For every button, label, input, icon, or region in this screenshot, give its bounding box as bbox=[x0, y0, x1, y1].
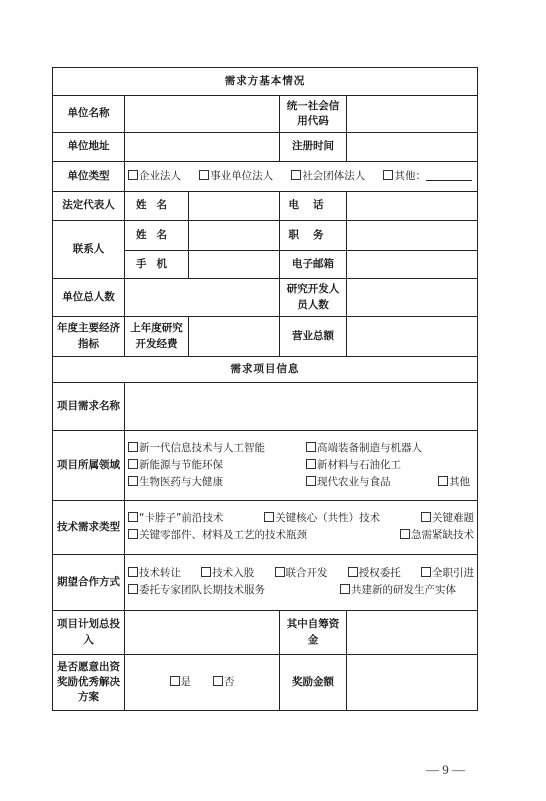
position-field[interactable] bbox=[347, 221, 478, 251]
unit-address-field[interactable] bbox=[125, 133, 280, 162]
tech-type-label: 技术需求类型 bbox=[53, 501, 125, 555]
checkbox-icon bbox=[348, 567, 358, 577]
tech-option[interactable]: 关键零部件、材料及工艺的技术瓶颈 bbox=[128, 528, 307, 543]
unit-type-label: 单位类型 bbox=[53, 162, 125, 192]
unit-name-label: 单位名称 bbox=[53, 96, 125, 133]
checkbox-icon bbox=[383, 170, 393, 180]
checkbox-icon bbox=[306, 442, 316, 452]
coop-option[interactable]: 联合开发 bbox=[275, 566, 328, 581]
coop-option[interactable]: 共建新的研发生产实体 bbox=[340, 583, 456, 598]
section-title-basic: 需求方基本情况 bbox=[53, 68, 478, 96]
self-funded-label: 其中自筹资金 bbox=[280, 611, 347, 655]
revenue-label: 营业总额 bbox=[280, 317, 347, 357]
coop-option[interactable]: 授权委托 bbox=[348, 566, 401, 581]
legal-rep-name-label: 姓名 bbox=[125, 192, 189, 221]
contact-name-field[interactable] bbox=[189, 221, 280, 251]
rd-staff-label: 研究开发人员人数 bbox=[280, 279, 347, 317]
legal-rep-label: 法定代表人 bbox=[53, 192, 125, 221]
total-investment-field[interactable] bbox=[125, 611, 280, 655]
field-option[interactable]: 生物医药与大健康 bbox=[128, 475, 306, 490]
yes-option[interactable]: 是 bbox=[170, 675, 192, 690]
last-year-rd-label: 上年度研究开发经费 bbox=[125, 317, 189, 357]
requirement-form-table bbox=[52, 67, 478, 711]
coop-option[interactable]: 技术入股 bbox=[201, 566, 254, 581]
legal-rep-phone-label: 电话 bbox=[280, 192, 347, 221]
reg-time-field[interactable] bbox=[347, 133, 478, 162]
checkbox-icon bbox=[421, 567, 431, 577]
project-name-label: 项目需求名称 bbox=[53, 383, 125, 431]
checkbox-icon bbox=[264, 512, 274, 522]
unit-type-option[interactable]: 企业法人 bbox=[128, 169, 181, 184]
unit-type-options bbox=[125, 162, 478, 192]
tech-option[interactable]: “卡脖子”前沿技术 bbox=[128, 511, 223, 526]
field-label: 项目所属领域 bbox=[53, 431, 125, 501]
reward-amount-field[interactable] bbox=[347, 655, 478, 711]
checkbox-icon bbox=[128, 476, 138, 486]
no-option[interactable]: 否 bbox=[213, 675, 235, 690]
contact-name-label: 姓名 bbox=[125, 221, 189, 251]
checkbox-icon bbox=[438, 476, 448, 486]
field-option[interactable]: 新一代信息技术与人工智能 bbox=[128, 441, 306, 456]
credit-code-field[interactable] bbox=[347, 96, 478, 133]
field-option[interactable]: 新材料与石油化工 bbox=[306, 458, 401, 473]
checkbox-icon bbox=[128, 584, 138, 594]
tech-type-options bbox=[125, 501, 478, 555]
econ-indicators-label: 年度主要经济指标 bbox=[53, 317, 125, 357]
checkbox-icon bbox=[400, 529, 410, 539]
tech-option[interactable]: 关键核心（共性）技术 bbox=[264, 511, 380, 526]
field-option[interactable]: 高端装备制造与机器人 bbox=[306, 441, 422, 456]
legal-rep-phone-field[interactable] bbox=[347, 192, 478, 221]
rd-staff-field[interactable] bbox=[347, 279, 478, 317]
field-option[interactable]: 现代农业与食品 bbox=[306, 475, 438, 490]
checkbox-icon bbox=[306, 476, 316, 486]
checkbox-icon bbox=[340, 584, 350, 594]
project-name-field[interactable] bbox=[125, 383, 478, 431]
email-label: 电子邮箱 bbox=[280, 251, 347, 279]
credit-code-label: 统一社会信用代码 bbox=[280, 96, 347, 133]
total-staff-field[interactable] bbox=[125, 279, 280, 317]
unit-type-option[interactable]: 社会团体法人 bbox=[291, 169, 365, 184]
contact-label: 联系人 bbox=[53, 221, 125, 279]
total-investment-label: 项目计划总投入 bbox=[53, 611, 125, 655]
coop-label: 期望合作方式 bbox=[53, 555, 125, 611]
legal-rep-name-field[interactable] bbox=[189, 192, 280, 221]
coop-option[interactable]: 委托专家团队长期技术服务 bbox=[128, 583, 340, 598]
revenue-field[interactable] bbox=[347, 317, 478, 357]
mobile-label: 手机 bbox=[125, 251, 189, 279]
last-year-rd-field[interactable] bbox=[189, 317, 280, 357]
tech-option[interactable]: 关键难题 bbox=[421, 511, 474, 526]
coop-options bbox=[125, 555, 478, 611]
checkbox-icon bbox=[421, 512, 431, 522]
checkbox-icon bbox=[128, 442, 138, 452]
checkbox-icon bbox=[306, 459, 316, 469]
unit-name-field[interactable] bbox=[125, 96, 280, 133]
checkbox-icon bbox=[128, 567, 138, 577]
checkbox-icon bbox=[128, 459, 138, 469]
checkbox-icon bbox=[199, 170, 209, 180]
self-funded-field[interactable] bbox=[347, 611, 478, 655]
field-option[interactable]: 其他 bbox=[438, 475, 470, 490]
checkbox-icon bbox=[291, 170, 301, 180]
checkbox-icon bbox=[128, 512, 138, 522]
unit-address-label: 单位地址 bbox=[53, 133, 125, 162]
coop-option[interactable]: 技术转让 bbox=[128, 566, 181, 581]
reward-question-label: 是否愿意出资奖励优秀解决方案 bbox=[53, 655, 125, 711]
total-staff-label: 单位总人数 bbox=[53, 279, 125, 317]
reward-choice bbox=[125, 655, 280, 711]
other-blank-line[interactable] bbox=[426, 170, 472, 181]
checkbox-icon bbox=[213, 676, 223, 686]
checkbox-icon bbox=[128, 529, 138, 539]
checkbox-icon bbox=[275, 567, 285, 577]
reg-time-label: 注册时间 bbox=[280, 133, 347, 162]
unit-type-option[interactable]: 事业单位法人 bbox=[199, 169, 273, 184]
checkbox-icon bbox=[128, 170, 138, 180]
unit-type-option[interactable]: 其他： bbox=[383, 169, 472, 184]
field-options bbox=[125, 431, 478, 501]
checkbox-icon bbox=[201, 567, 211, 577]
email-field[interactable] bbox=[347, 251, 478, 279]
section-title-project: 需求项目信息 bbox=[53, 357, 478, 383]
position-label: 职务 bbox=[280, 221, 347, 251]
checkbox-icon bbox=[170, 676, 180, 686]
page-number: — 9 — bbox=[426, 762, 465, 777]
reward-amount-label: 奖励金额 bbox=[280, 655, 347, 711]
mobile-field[interactable] bbox=[189, 251, 280, 279]
coop-option[interactable]: 全职引进 bbox=[421, 566, 474, 581]
field-option[interactable]: 新能源与节能环保 bbox=[128, 458, 306, 473]
tech-option[interactable]: 急需紧缺技术 bbox=[400, 528, 474, 543]
